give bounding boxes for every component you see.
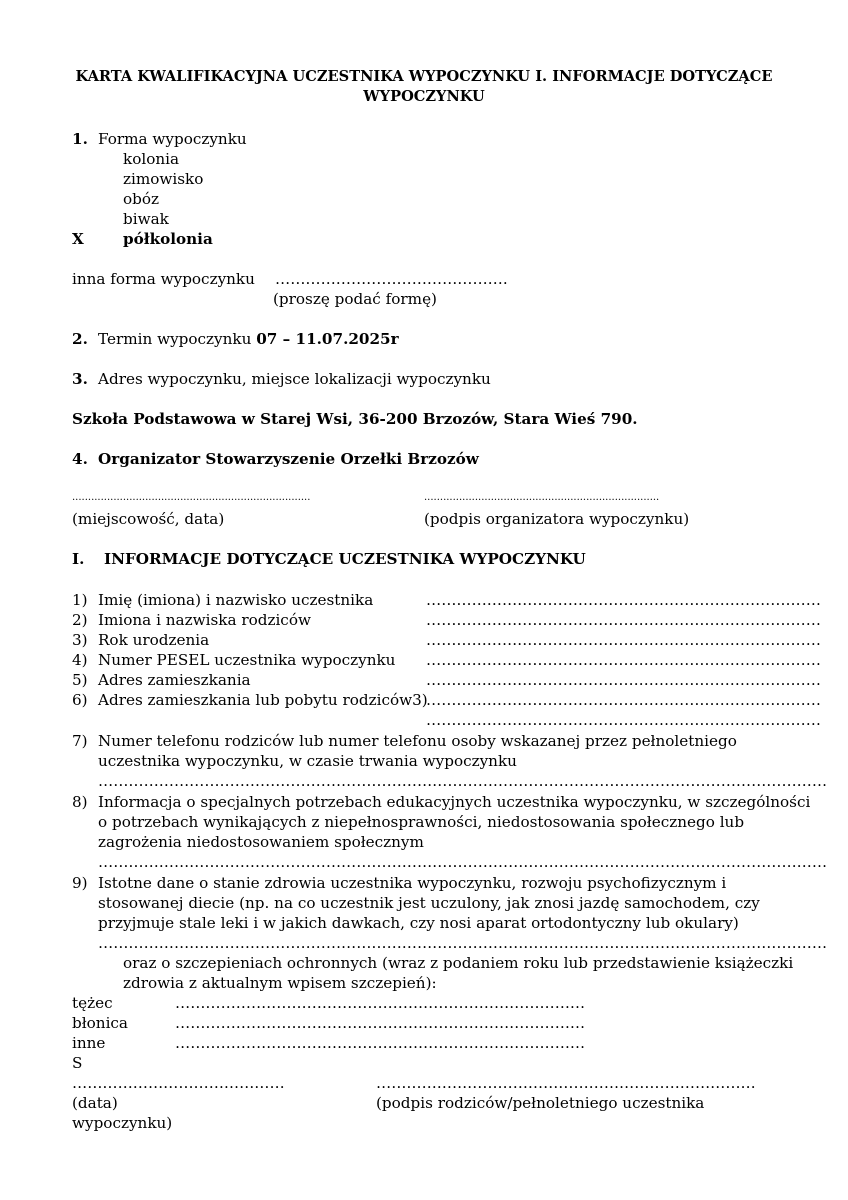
field-2-label: Imiona i nazwiska rodziców (98, 611, 311, 629)
field-3-number: 3) (72, 631, 88, 649)
other-form-label: inna forma wypoczynku (72, 270, 255, 288)
q8-line-3: zagrożenia niedostosowaniem społecznym (98, 833, 424, 851)
field-6-input-line-2[interactable]: …………………………………………………………………… (426, 711, 821, 729)
field-6-input[interactable]: …………………………………………………………………… (426, 691, 821, 709)
vacc-other-label: inne (72, 1034, 106, 1052)
option-zimowisko: zimowisko (123, 170, 204, 188)
place-date-label: (miejscowość, data) (72, 510, 225, 528)
term-label: Termin wypoczynku (98, 330, 257, 348)
field-4-label: Numer PESEL uczestnika wypoczynku (98, 651, 396, 669)
parent-signature-label-cont: wypoczynku) (72, 1114, 173, 1132)
other-form-field[interactable]: ………………………………………. (275, 270, 508, 288)
vacc-line-2: zdrowia z aktualnym wpisem szczepień): (123, 974, 437, 992)
field-1-number: 1) (72, 591, 88, 609)
parent-signature-field[interactable]: ………………………………………………………………… (376, 1074, 756, 1092)
field-2-input[interactable]: …………………………………………………………………… (426, 611, 821, 629)
q9-number: 9) (72, 874, 88, 892)
section-1-label: Forma wypoczynku (98, 130, 247, 148)
vacc-diphtheria-label: błonica (72, 1014, 128, 1032)
other-form-hint: (proszę podać formę) (273, 290, 437, 308)
q7-number: 7) (72, 732, 88, 750)
vacc-line-1: oraz o szczepieniach ochronnych (wraz z podaniem roku lub przedstawienie książeczki (123, 954, 794, 972)
field-1-input[interactable]: …………………………………………………………………… (426, 591, 821, 609)
field-4-input[interactable]: …………………………………………………………………… (426, 651, 821, 669)
date-field[interactable]: …………………………………… (72, 1074, 285, 1092)
document-title: KARTA KWALIFIKACYJNA UCZESTNIKA WYPOCZYNKU I. INFORMACJE DOTYCZĄCE WYPOCZYNKU (75, 68, 773, 105)
field-5-label: Adres zamieszkania (98, 671, 251, 689)
section-2-number: 2. (72, 330, 88, 348)
section-3-label: Adres wypoczynku, miejsce lokalizacji wypoczynku (98, 370, 491, 388)
q7-line-2: uczestnika wypoczynku, w czasie trwania wypoczynku (98, 752, 517, 770)
s-label: S (72, 1054, 83, 1072)
field-6-label: Adres zamieszkania lub pobytu rodziców3) (98, 691, 428, 709)
q8-line-1: Informacja o specjalnych potrzebach edukacyjnych uczestnika wypoczynku, w szczególności (98, 793, 811, 811)
option-oboz: obóz (123, 190, 160, 208)
field-3-input[interactable]: …………………………………………………………………… (426, 631, 821, 649)
vacc-tetanus-input[interactable]: ……………………………………………………………………… (175, 994, 586, 1012)
parent-signature-label: (podpis rodziców/pełnoletniego uczestnika (376, 1094, 705, 1112)
address-value: Szkoła Podstawowa w Starej Wsi, 36-200 Brzozów, Stara Wieś 790. (72, 410, 638, 428)
q8-number: 8) (72, 793, 88, 811)
field-5-input[interactable]: …………………………………………………………………… (426, 671, 821, 689)
organizer-signature-field[interactable]: .......................................................................... (424, 492, 660, 503)
term-value: 07 – 11.07.2025r (256, 330, 399, 348)
field-4-number: 4) (72, 651, 88, 669)
section-3-number: 3. (72, 370, 88, 388)
place-date-field[interactable]: ........................................................................... (72, 492, 311, 503)
field-6-number: 6) (72, 691, 88, 709)
section-4-number: 4. (72, 450, 88, 468)
q7-input[interactable]: ……………………………………………………………………………………………………………………………… (98, 772, 827, 790)
q9-line-3: przyjmuje stale leki i w jakich dawkach, czy nosi aparat ortodontyczny lub okulary) (98, 914, 739, 932)
q7-line-1: Numer telefonu rodziców lub numer telefonu osoby wskazanej przez pełnoletniego (98, 732, 737, 750)
part-2-number: I. (72, 550, 85, 568)
field-5-number: 5) (72, 671, 88, 689)
q8-line-2: o potrzebach wynikających z niepełnosprawności, niedostosowania społecznego lub (98, 813, 745, 831)
organizer-label: Organizator Stowarzyszenie Orzełki Brzozów (98, 450, 479, 468)
q9-input[interactable]: ……………………………………………………………………………………………………………………………… (98, 934, 827, 952)
field-1-label: Imię (imiona) i nazwisko uczestnika (98, 591, 374, 609)
field-2-number: 2) (72, 611, 88, 629)
option-polkolonia: półkolonia (123, 230, 213, 248)
option-biwak: biwak (123, 210, 169, 228)
part-2-title: INFORMACJE DOTYCZĄCE UCZESTNIKA WYPOCZYNKU (104, 550, 586, 568)
field-3-label: Rok urodzenia (98, 631, 210, 649)
q9-line-2: stosowanej diecie (np. na co uczestnik jest uczulony, jak znosi jazdę samochodem, czy (98, 894, 760, 912)
section-1-number: 1. (72, 130, 88, 148)
vacc-diphtheria-input[interactable]: ……………………………………………………………………… (175, 1014, 586, 1032)
vacc-other-input[interactable]: ……………………………………………………………………… (175, 1034, 586, 1052)
vacc-tetanus-label: tężec (72, 994, 113, 1012)
organizer-signature-label: (podpis organizatora wypoczynku) (424, 510, 690, 528)
selected-mark: X (72, 230, 84, 248)
section-2-line (98, 329, 399, 349)
q8-input[interactable]: ……………………………………………………………………………………………………………………………… (98, 853, 827, 871)
q9-line-1: Istotne dane o stanie zdrowia uczestnika wypoczynku, rozwoju psychofizycznym i (98, 874, 727, 892)
date-label: (data) (72, 1094, 118, 1112)
option-kolonia: kolonia (123, 150, 180, 168)
